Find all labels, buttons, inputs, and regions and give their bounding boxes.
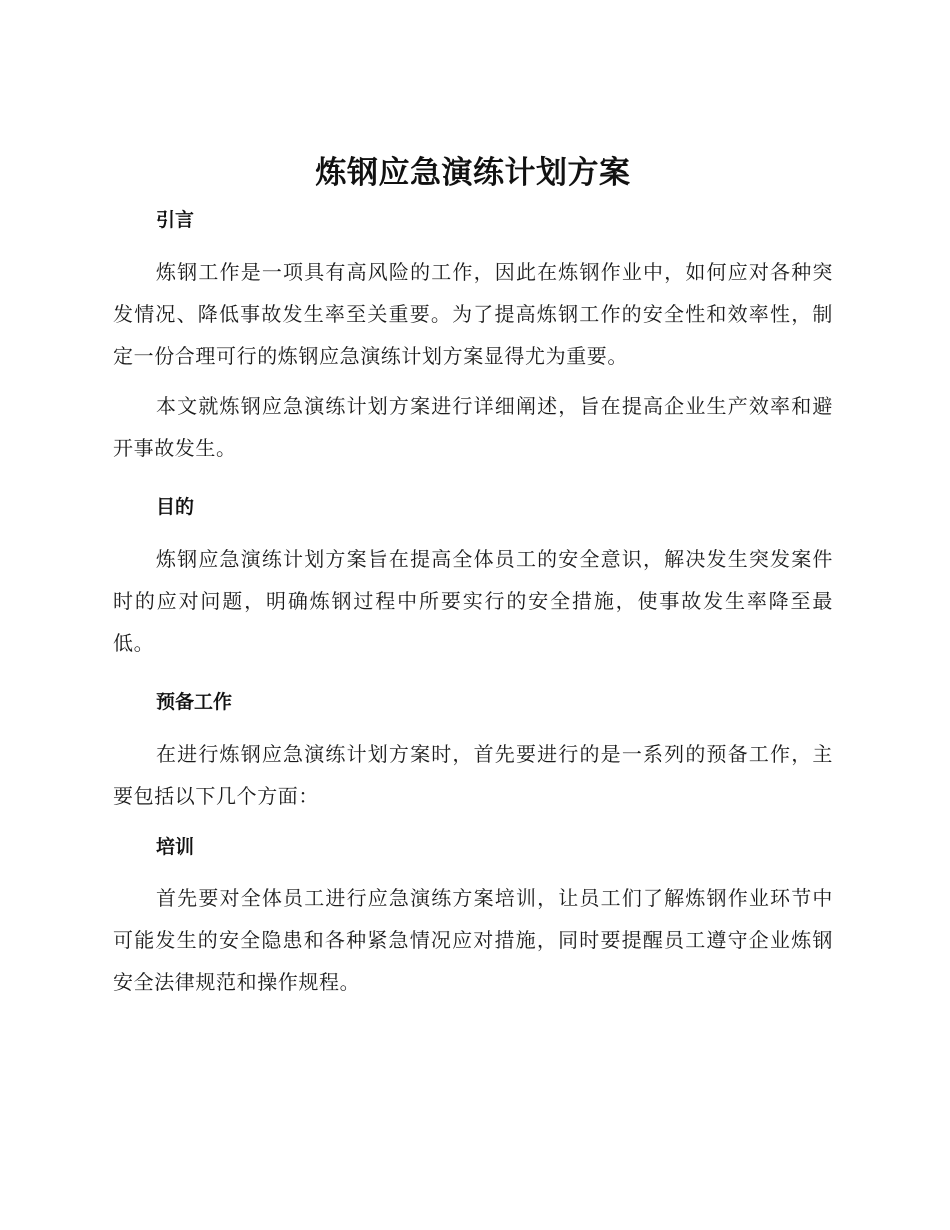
- paragraph-training: 首先要对全体员工进行应急演练方案培训，让员工们了解炼钢作业环节中可能发生的安全隐患和各种紧急情况应对措施，同时要提醒员工遵守企业炼钢安全法律规范和操作规程。: [113, 886, 833, 994]
- paragraph-purpose: 炼钢应急演练计划方案旨在提高全体员工的安全意识，解决发生突发案件时的应对问题，明确炼钢过程中所要实行的安全措施，使事故发生率降至最低。: [113, 547, 833, 655]
- paragraph-introduction-2: 本文就炼钢应急演练计划方案进行详细阐述，旨在提高企业生产效率和避开事故发生。: [113, 394, 833, 460]
- section-heading-preparation: 预备工作: [156, 691, 233, 713]
- document-title: 炼钢应急演练计划方案: [315, 155, 631, 191]
- document-page: [113, 148, 833, 1003]
- paragraph-introduction-1: 炼钢工作是一项具有高风险的工作，因此在炼钢作业中，如何应对各种突发情况、降低事故发生率至关重要。为了提高炼钢工作的安全性和效率性，制定一份合理可行的炼钢应急演练计划方案显得尤为重要。: [113, 260, 833, 368]
- section-heading-introduction: 引言: [156, 209, 195, 231]
- paragraph-preparation: 在进行炼钢应急演练计划方案时，首先要进行的是一系列的预备工作，主要包括以下几个方面：: [113, 742, 833, 808]
- section-heading-training: 培训: [156, 836, 195, 858]
- section-heading-purpose: 目的: [156, 496, 195, 518]
